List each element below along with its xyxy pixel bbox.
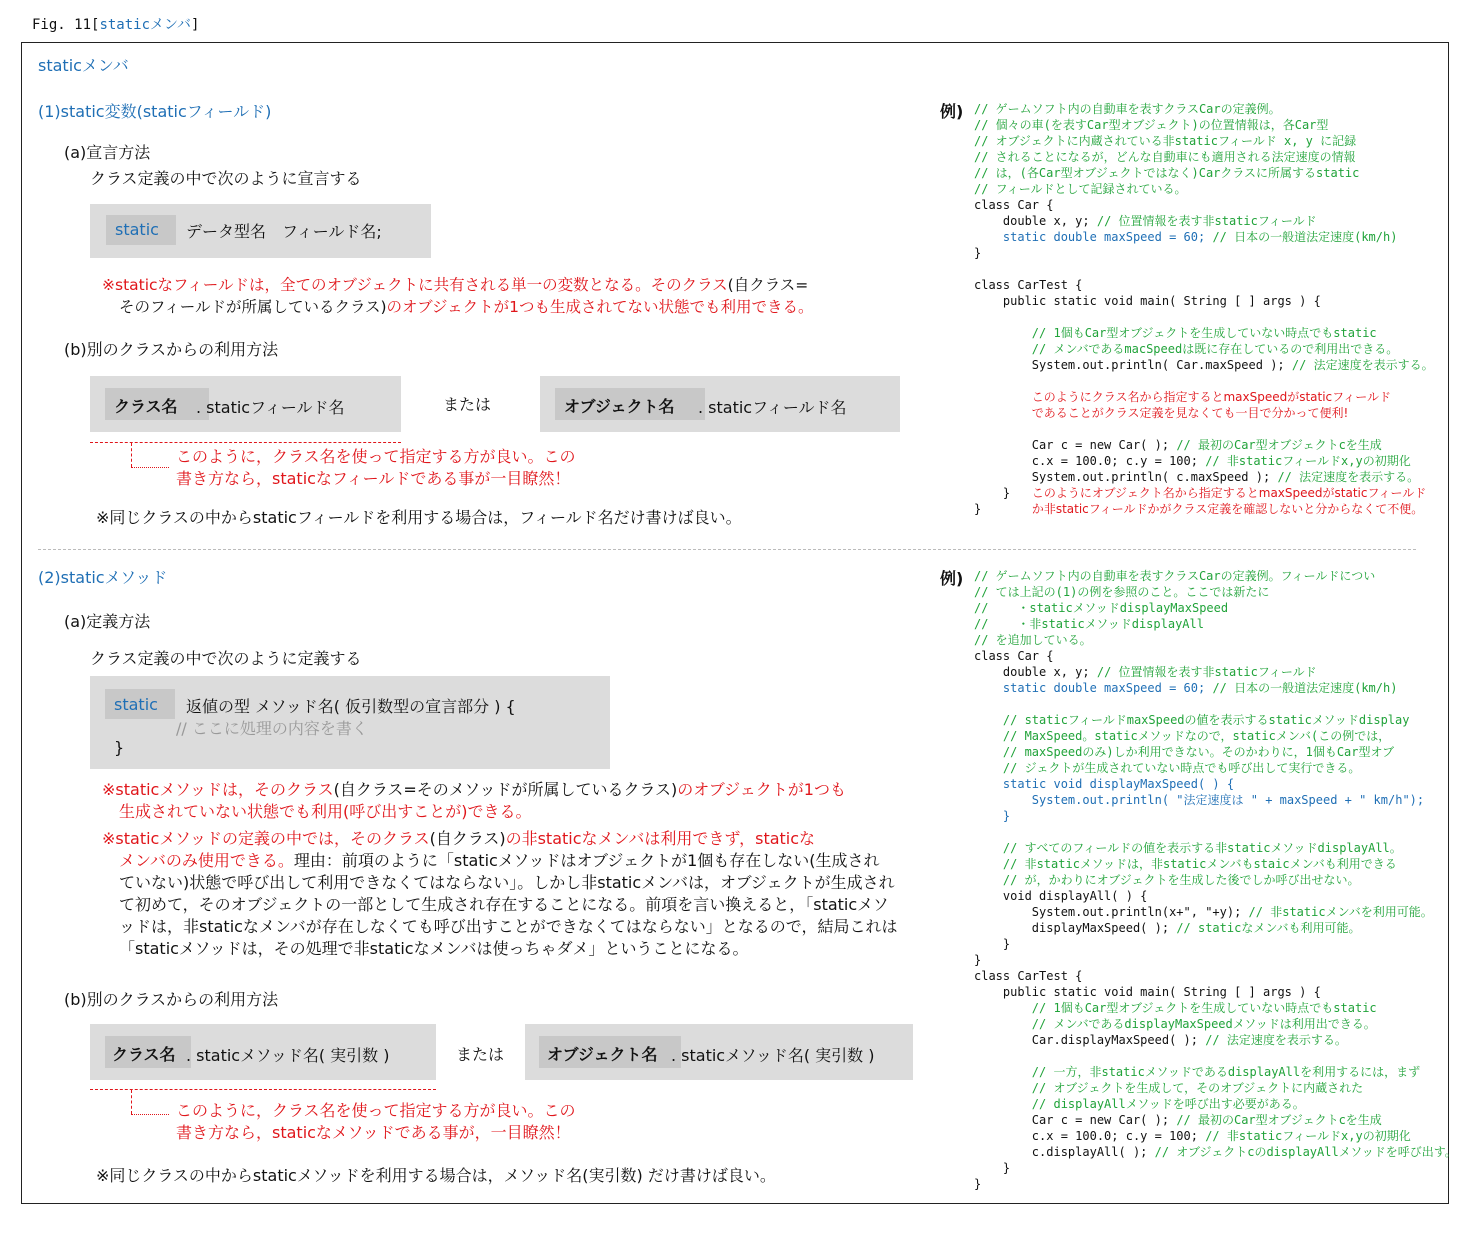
code-line: // 1個もCar型オブジェクトを生成していない時点でもstatic	[1031, 1001, 1377, 1015]
code-line: // 法定速度を表示する。	[1205, 1033, 1347, 1047]
code-line: // オブジェクトを生成して，そのオブジェクトに内蔵された	[1031, 1081, 1364, 1095]
code-line: か非staticフィールドかがクラス定義を確認しないと分からなくて不便。	[1031, 502, 1424, 516]
code-line: // maxSpeedのみ)しか利用できない。そのかわりに，1個もCar型オブ	[1002, 745, 1395, 759]
note-text: (自クラス=	[727, 276, 809, 294]
code-line: // 非staticフィールドx,yの初期化	[1205, 1129, 1411, 1143]
declaration-box	[90, 204, 431, 258]
note-text: の非staticなメンバは利用できず，staticな	[505, 829, 816, 848]
sec1-hint-line1: このように，クラス名を使って指定する方が良い。この	[176, 447, 576, 466]
code-line: }	[1002, 937, 1011, 951]
code-line: // を追加している。	[974, 633, 1092, 647]
decl-signature: データ型名 フィールド名;	[186, 222, 382, 241]
code-line: // が，かわりにオブジェクトを生成した後でしか呼び出せない。	[1002, 873, 1360, 887]
figure-caption	[32, 14, 199, 34]
sec1-hint-line2: 書き方なら，staticなフィールドである事が一目瞭然！	[176, 469, 571, 488]
sec1-footnote: ※同じクラスの中からstaticフィールドを利用する場合は，フィールド名だけ書けば良い。	[96, 508, 742, 527]
code-line: // 日本の一般道法定速度(km/h)	[1212, 230, 1398, 244]
usage-box-class	[90, 1024, 436, 1080]
code-line: static double maxSpeed = 60;	[1002, 230, 1206, 244]
usage-box-object	[525, 1024, 913, 1080]
code-line: Car c = new Car( );	[1031, 1113, 1170, 1127]
code-line: System.out.println( "法定速度は " + maxSpeed + " km/h");	[1031, 793, 1425, 807]
figure-close: ]	[191, 17, 200, 33]
sec2-a-text: クラス定義の中で次のように定義する	[90, 649, 362, 668]
sec2-note2-line4: て初めて，そのオブジェクトの一部として生成され存在することになる。前項を言い換えると，「staticメソ	[119, 895, 889, 914]
sec2-b-title: (b)別のクラスからの利用方法	[64, 990, 279, 1009]
code-line: // メンバであるmacSpeedは既に存在しているので利用出できる。	[1031, 342, 1399, 356]
or-label: または	[443, 395, 492, 414]
pointer-line	[131, 1090, 132, 1114]
code-line: // ・非staticメソッドdisplayAll	[974, 617, 1204, 631]
figure-label: Fig. 11[	[32, 17, 100, 33]
code-line: // 法定速度を表示する。	[1291, 358, 1434, 372]
underline-marker	[90, 442, 401, 443]
code-line: }	[974, 502, 982, 516]
note-text: 理由：前項のように「staticメソッドはオブジェクトが1個も存在しない(生成され	[293, 851, 880, 870]
code-line: // オブジェクトcのdisplayAllメソッドを呼び出す。	[1154, 1145, 1457, 1159]
sec2-title: (2)staticメソッド	[38, 568, 168, 587]
def-static-keyword: static	[114, 695, 158, 714]
code-line: static void displayMaxSpeed( ) {	[1002, 777, 1235, 791]
or-label: または	[456, 1045, 505, 1064]
code-line: // ・staticメソッドdisplayMaxSpeed	[974, 601, 1229, 615]
code-line: }	[974, 246, 982, 260]
code-line: であることがクラス定義を見なくても一目で分かって便利!	[1031, 406, 1349, 420]
sec1-note-line1	[102, 274, 808, 296]
code-line: System.out.println( c.maxSpeed );	[1031, 470, 1271, 484]
note-text: ※staticなフィールドは，全てのオブジェクトに共有される単一の変数となる。そのクラス	[102, 276, 728, 294]
code-line: c.x = 100.0; c.y = 100;	[1031, 454, 1198, 468]
code-line: static double maxSpeed = 60;	[1002, 681, 1206, 695]
code-line: displayMaxSpeed( );	[1031, 921, 1170, 935]
note-text: のオブジェクトが1つも	[677, 780, 846, 799]
sec1-a-title: (a)宣言方法	[64, 143, 151, 162]
code-line: public static void main( String [ ] args ) {	[1002, 985, 1321, 999]
example-label: 例)	[940, 569, 964, 588]
code-line: // ジェクトが生成されていない時点でも呼び出して実行できる。	[1002, 761, 1361, 775]
class-name-label: クラス名	[112, 1045, 176, 1064]
example-label: 例)	[940, 102, 964, 121]
code-line: // ゲームソフト内の自動車を表すクラスCarの定義例。フィールドについ	[974, 569, 1376, 583]
sec2-hint-line1: このように，クラス名を使って指定する方が良い。この	[176, 1101, 576, 1120]
sec1-b-title: (b)別のクラスからの利用方法	[64, 340, 279, 359]
code-line: // 一方，非staticメソッドであるdisplayAllを利用するには，まず	[1031, 1065, 1421, 1079]
code-line: c.displayAll( );	[1031, 1145, 1148, 1159]
code-line: // 非staticメンバを利用可能。	[1248, 905, 1433, 919]
underline-marker	[90, 1089, 436, 1090]
code-line: class CarTest {	[974, 969, 1083, 983]
code-line: // displayAllメソッドを呼び出す必要がある。	[1031, 1097, 1305, 1111]
sec1-a-text: クラス定義の中で次のように宣言する	[90, 169, 362, 188]
sec2-footnote: ※同じクラスの中からstaticメソッドを利用する場合は，メソッド名(実引数) だけ書けば良い。	[96, 1166, 776, 1185]
code-line: // 位置情報を表す非staticフィールド	[1096, 214, 1317, 228]
code-line: // オブジェクトに内蔵されている非staticフィールド x, y に記録	[974, 134, 1357, 148]
pointer-line	[131, 1114, 169, 1115]
code-line: Car c = new Car( );	[1031, 438, 1170, 452]
note-text: ※staticメソッドは，そのクラス	[102, 780, 334, 799]
code-line: // ては上記の(1)の例を参照のこと。ここでは新たに	[974, 585, 1270, 599]
sec1-note-line2	[119, 296, 814, 318]
note-text: ※staticメソッドの定義の中では，そのクラス	[102, 829, 430, 848]
code-line: // 個々の車(を表すCar型オブジェクト)の位置情報は，各Car型	[974, 118, 1329, 132]
code-line: double x, y;	[1002, 214, 1090, 228]
decl-static-keyword: static	[115, 220, 159, 239]
code-line: // 法定速度を表示する。	[1277, 470, 1420, 484]
code-line: // 非staticメソッドは，非staticメンバもstaicメンバも利用できる	[1002, 857, 1397, 871]
code-line: // 1個もCar型オブジェクトを生成していない時点でもstatic	[1031, 326, 1377, 340]
sec2-note2-line6: 「staticメソッドは，その処理で非staticなメンバは使っちゃダメ」ということになる。	[119, 939, 749, 958]
code-line: class Car {	[974, 198, 1054, 212]
code-line: // すべてのフィールドの値を表示する非staticメソッドdisplayAll。	[1002, 841, 1402, 855]
code-example-1	[974, 101, 1434, 517]
static-method-label: . staticメソッド名( 実引数 )	[186, 1046, 390, 1065]
code-line: }	[974, 1177, 982, 1191]
method-definition-box	[90, 676, 610, 769]
sec2-note1-line1	[102, 779, 846, 801]
code-line: double x, y;	[1002, 665, 1090, 679]
code-line: このようにクラス名から指定するとmaxSpeedがstaticフィールド	[1031, 390, 1391, 404]
sec2-note2-line1	[102, 828, 815, 850]
code-line: c.x = 100.0; c.y = 100;	[1031, 1129, 1198, 1143]
pointer-line	[131, 443, 132, 467]
code-line: Car.displayMaxSpeed( );	[1031, 1033, 1198, 1047]
sec2-note1-line2: 生成されていない状態でも利用(呼び出すことが)できる。	[119, 802, 532, 821]
sec2-note2-line5: ッドは，非staticなメンバが存在しなくても呼び出すことができなくてはならない」となるので，結局これは	[119, 917, 898, 936]
code-line: // ゲームソフト内の自動車を表すクラスCarの定義例。	[974, 102, 1281, 116]
note-text: (自クラス)	[429, 829, 506, 848]
code-line: // 日本の一般道法定速度(km/h)	[1212, 681, 1398, 695]
code-line: // 最初のCar型オブジェクトcを生成	[1176, 1113, 1382, 1127]
code-line: }	[1002, 809, 1011, 823]
code-line: public static void main( String [ ] args ) {	[1002, 294, 1321, 308]
pointer-line	[131, 467, 169, 468]
static-field-label: . staticフィールド名	[196, 398, 345, 417]
object-name-label: オブジェクト名	[547, 1045, 658, 1064]
code-line: // 最初のCar型オブジェクトcを生成	[1176, 438, 1382, 452]
figure-title: staticメンバ	[99, 17, 192, 33]
def-comment: // ここに処理の内容を書く	[176, 719, 368, 738]
usage-box-class	[90, 376, 401, 432]
code-line: class Car {	[974, 649, 1054, 663]
sec2-note2-line2	[119, 850, 880, 872]
code-line: }	[1002, 486, 1011, 500]
code-example-2	[974, 568, 1457, 1192]
sec2-hint-line2: 書き方なら，staticなメソッドである事が，一目瞭然！	[176, 1123, 571, 1142]
section-title: staticメンバ	[38, 56, 129, 75]
sec2-a-title: (a)定義方法	[64, 612, 151, 631]
code-line: // 非staticフィールドx,yの初期化	[1205, 454, 1411, 468]
static-method-label: . staticメソッド名( 実引数 )	[671, 1046, 875, 1065]
code-line: System.out.println( Car.maxSpeed );	[1031, 358, 1285, 372]
code-line: // フィールドとして記録されている。	[974, 182, 1187, 196]
note-text: のオブジェクトが1つも生成されてない状態でも利用できる。	[386, 298, 814, 316]
code-line: class CarTest {	[974, 278, 1083, 292]
code-line: }	[974, 953, 982, 967]
def-close-brace: }	[114, 738, 125, 757]
code-line: // staticフィールドmaxSpeedの値を表示するstaticメソッドdisplay	[1002, 713, 1410, 727]
def-signature: 返値の型 メソッド名( 仮引数型の宣言部分 ) {	[186, 697, 516, 716]
code-line: System.out.println(x+", "+y);	[1031, 905, 1242, 919]
code-line: // メンバであるdisplayMaxSpeedメソッドは利用出できる。	[1031, 1017, 1376, 1031]
note-text: メンバのみ使用できる。	[119, 851, 294, 870]
code-line: void displayAll( ) {	[1002, 889, 1148, 903]
code-line: // されることになるが，どんな自動車にも適用される法定速度の情報	[974, 150, 1356, 164]
usage-box-object	[540, 376, 900, 432]
class-name-label: クラス名	[114, 397, 178, 416]
sec2-note2-line3: ていない)状態で呼び出して利用できなくてはならない」。しかし非staticメンバは，オブジェクトが生成され	[119, 873, 895, 892]
object-name-label: オブジェクト名	[564, 397, 675, 416]
note-text: (自クラス=そのメソッドが所属しているクラス)	[333, 780, 678, 799]
code-line: // MaxSpeed。staticメソッドなので，staticメンバ(この例では，	[1002, 729, 1391, 743]
code-line: }	[1002, 1161, 1011, 1175]
code-line: // staticなメンバも利用可能。	[1176, 921, 1361, 935]
static-field-label: . staticフィールド名	[698, 398, 847, 417]
code-line: このようにオブジェクト名から指定するとmaxSpeedがstaticフィールド	[1031, 486, 1427, 500]
sec1-title: (1)static変数(staticフィールド)	[38, 102, 272, 121]
section-divider	[38, 549, 1416, 550]
code-line: // は，(各Car型オブジェクトではなく)Carクラスに所属するstatic	[974, 166, 1360, 180]
code-line: // 位置情報を表す非staticフィールド	[1096, 665, 1317, 679]
note-text: そのフィールドが所属しているクラス)	[119, 298, 387, 316]
